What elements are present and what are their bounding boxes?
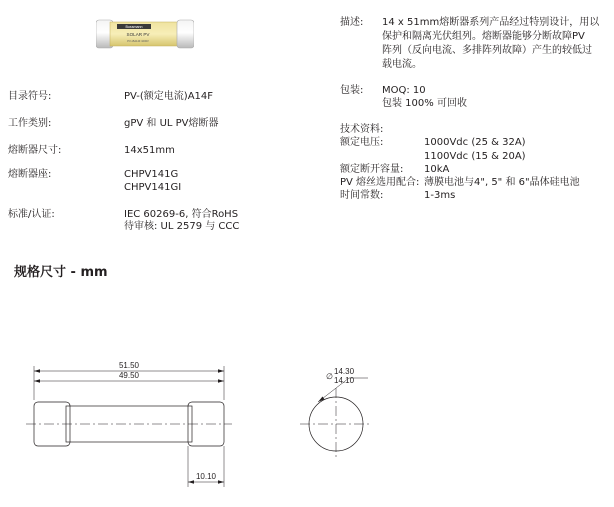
dim-diameter-min: 14.10	[334, 376, 355, 385]
arrow-overall-min-left	[34, 379, 40, 382]
technical-value-voltage-2: 1100Vdc (15 & 20A)	[424, 151, 526, 162]
spec-value-category: gPV 和 UL PV熔断器	[124, 118, 219, 129]
arrow-overall-min-right	[218, 379, 224, 382]
spec-value-size: 14x51mm	[124, 145, 175, 156]
fuse-brand-text: Bussmann	[125, 25, 143, 29]
fuse-rating-text: PV-15A14F 1000V	[127, 40, 149, 43]
arrow-cap-right	[218, 480, 224, 483]
dim-cap-length: 10.10	[195, 472, 217, 481]
dim-diameter-max: 14.30	[334, 367, 355, 376]
dim-overall-max: 51.50	[118, 361, 140, 370]
technical-label-pv-match: PV 熔丝选用配合:	[340, 177, 420, 188]
technical-value-voltage-1: 1000Vdc (25 & 32A)	[424, 137, 526, 148]
arrow-overall-max-left	[34, 369, 40, 372]
arrow-cap-left	[188, 480, 194, 483]
packaging-recycle: 包装 100% 可回收	[382, 98, 467, 109]
packaging-moq: MOQ: 10	[382, 85, 426, 96]
fuse-solar-text: SOLAR PV	[126, 32, 150, 37]
spec-label-catalog: 目录符号:	[8, 91, 52, 102]
dimensions-title: 规格尺寸 - mm	[14, 265, 108, 280]
description-line-4: 载电流。	[382, 59, 422, 70]
dimension-drawing	[0, 280, 614, 507]
description-line-2: 保护和隔离光伏组列。熔断器能够分断故障PV	[382, 31, 585, 42]
description-label: 描述:	[340, 17, 364, 28]
spec-label-category: 工作类别:	[8, 118, 52, 129]
spec-value-standards-1: IEC 60269-6, 符合RoHS	[124, 209, 239, 220]
dim-overall-min: 49.50	[118, 371, 140, 380]
technical-label-voltage: 额定电压:	[340, 137, 384, 148]
spec-label-holder: 熔断器座:	[8, 169, 52, 180]
description-line-3: 阵列（反向电流、多排阵列故障）产生的较低过	[382, 45, 592, 56]
fuse-product-photo	[96, 16, 194, 52]
spec-label-standards: 标准/认证:	[8, 209, 55, 220]
description-line-1: 14 x 51mm熔断器系列产品经过特别设计，用以	[382, 17, 600, 28]
spec-value-holder-2: CHPV141GI	[124, 182, 182, 193]
spec-label-size: 熔断器尺寸:	[8, 145, 62, 156]
technical-value-time-constant: 1-3ms	[424, 190, 456, 201]
spec-value-holder-1: CHPV141G	[124, 169, 179, 180]
technical-value-pv-match: 薄膜电池与4", 5" 和 6"晶体硅电池	[424, 177, 580, 188]
technical-title: 技术资料:	[340, 124, 384, 135]
diameter-symbol: ∅	[326, 372, 333, 381]
spec-value-standards-2: 待审核: UL 2579 与 CCC	[124, 221, 240, 232]
spec-value-catalog: PV-(额定电流)A14F	[124, 91, 214, 102]
arrow-overall-max-right	[218, 369, 224, 372]
technical-value-breaking: 10kA	[424, 164, 450, 175]
technical-label-time-constant: 时间常数:	[340, 190, 384, 201]
packaging-label: 包装:	[340, 85, 364, 96]
technical-label-breaking: 额定断开容量:	[340, 164, 404, 175]
